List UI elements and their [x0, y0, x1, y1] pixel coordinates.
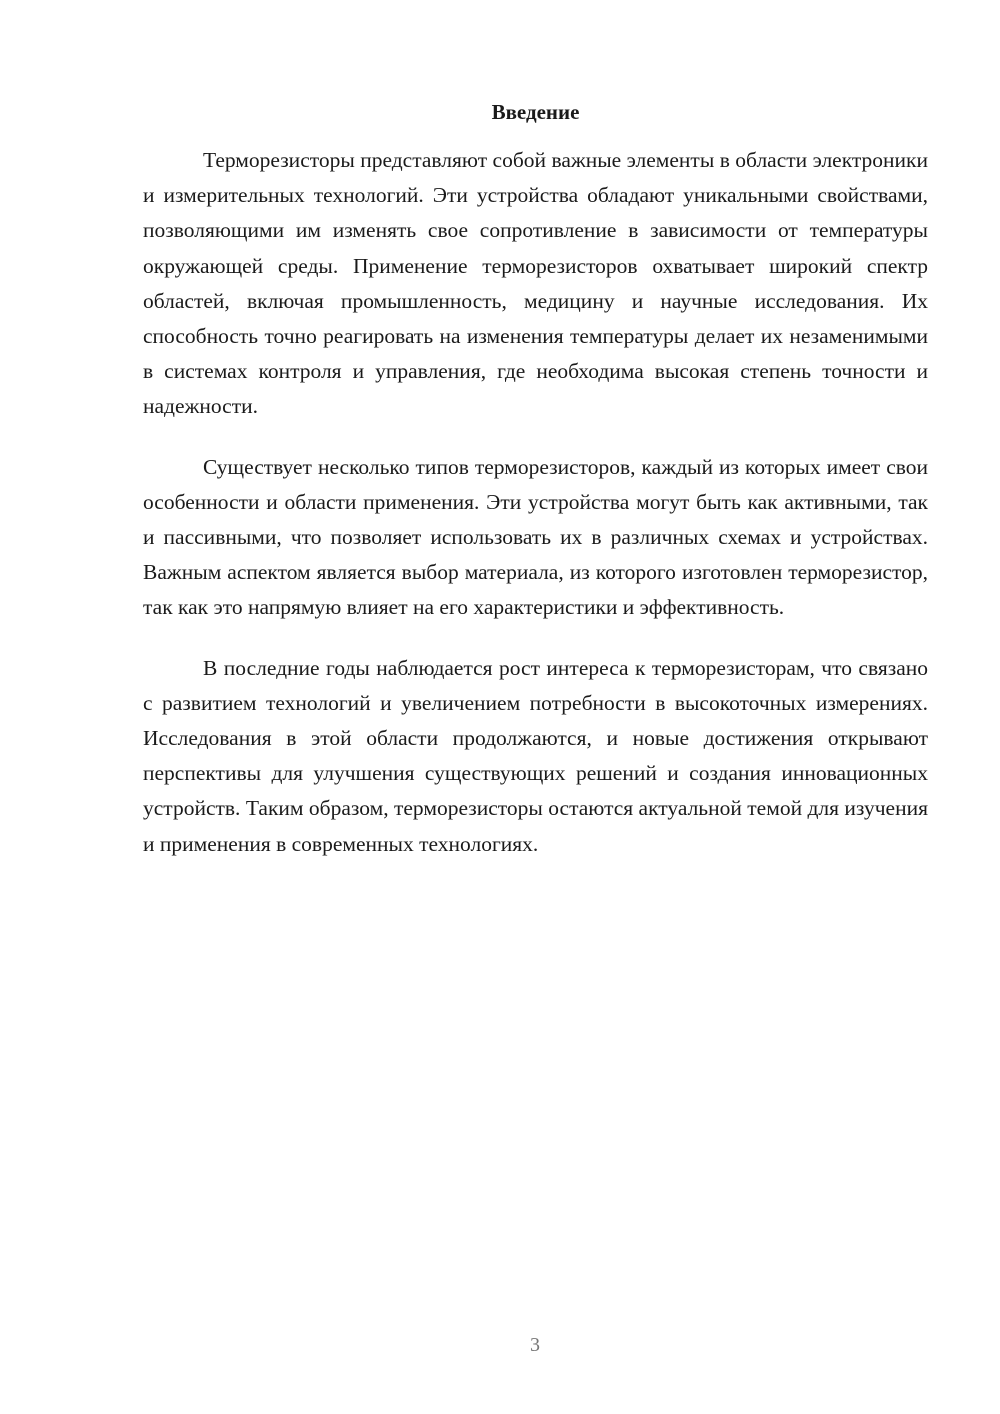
- section-title: Введение: [491, 100, 580, 124]
- page-number: 3: [530, 1334, 540, 1356]
- body-text: [143, 143, 928, 887]
- paragraph: Существует несколько типов терморезисторов, каждый из которых имеет свои особенности и области применения. Эти устройства могут быть как активными, так и пассивными, что позволяет использовать их в различных схемах и устройствах. Важным аспектом является выбор материала, из которого изготовлен терморезистор, так как это напрямую влияет на его характеристики и эффективность.: [143, 454, 928, 620]
- paragraph: В последние годы наблюдается рост интереса к терморезисторам, что связано с развитием технологий и увеличением потребности в высокоточных измерениях. Исследования в этой области продолжаются, и новые достижения открывают перспективы для улучшения существующих решений и создания инновационных устройств. Таким образом, терморезисторы остаются актуальной темой для изучения и применения в современных технологиях.: [143, 655, 928, 856]
- paragraph: Терморезисторы представляют собой важные элементы в области электроники и измерительных технологий. Эти устройства обладают уникальными свойствами, позволяющими им изменять свое сопротивление в зависимости от температуры окружающей среды. Применение терморезисторов охватывает широкий спектр областей, включая промышленность, медицину и научные исследования. Их способность точно реагировать на изменения температуры делает их незаменимыми в системах контроля и управления, где необходима высокая степень точности и надежности.: [143, 148, 928, 419]
